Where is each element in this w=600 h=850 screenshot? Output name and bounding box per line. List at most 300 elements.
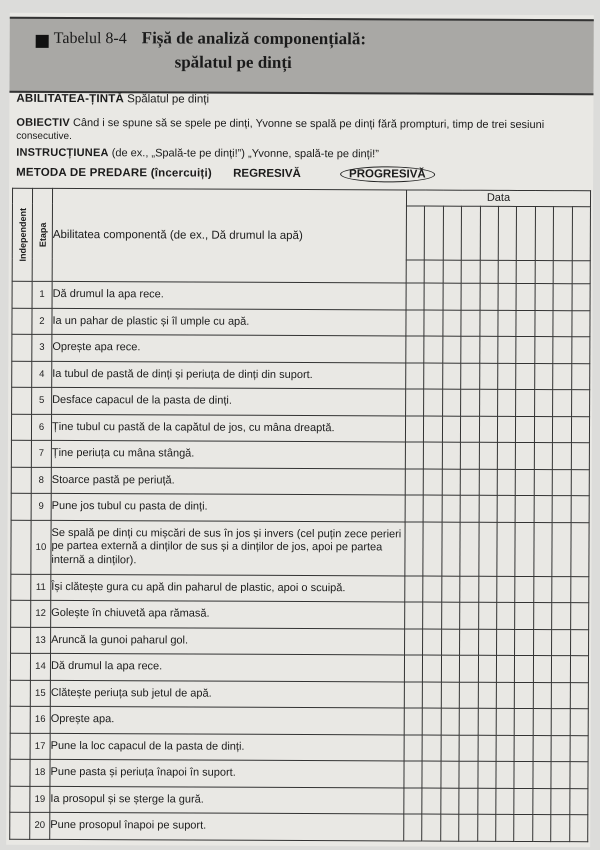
data-cell[interactable] bbox=[405, 468, 424, 495]
table-row bbox=[12, 387, 590, 416]
data-cell[interactable] bbox=[570, 735, 589, 762]
data-cell[interactable] bbox=[534, 443, 553, 470]
step-description: Pune pasta și periuța înapoi în suport. bbox=[50, 759, 404, 787]
table-row bbox=[10, 706, 588, 735]
data-cell[interactable] bbox=[423, 576, 442, 603]
data-cell[interactable] bbox=[461, 416, 480, 443]
data-cell[interactable] bbox=[442, 469, 461, 496]
data-cell[interactable] bbox=[516, 389, 535, 416]
data-cell[interactable] bbox=[442, 495, 461, 522]
table-row bbox=[10, 680, 588, 709]
data-cell[interactable] bbox=[424, 469, 443, 496]
data-cell[interactable] bbox=[496, 655, 515, 682]
data-cell[interactable] bbox=[404, 655, 423, 682]
data-cell[interactable] bbox=[424, 442, 443, 469]
data-cell[interactable] bbox=[496, 708, 515, 735]
independent-cell[interactable] bbox=[11, 414, 31, 441]
data-cell[interactable] bbox=[496, 814, 515, 841]
independent-cell[interactable] bbox=[10, 680, 30, 707]
table-row bbox=[12, 308, 590, 337]
data-cell[interactable] bbox=[533, 735, 552, 762]
data-cell[interactable] bbox=[496, 682, 515, 709]
data-cell[interactable] bbox=[533, 656, 552, 683]
data-cell[interactable] bbox=[424, 363, 443, 390]
data-cell[interactable] bbox=[424, 283, 443, 310]
data-cell[interactable] bbox=[516, 363, 535, 390]
data-cell[interactable] bbox=[496, 761, 515, 788]
data-cell[interactable] bbox=[477, 814, 496, 841]
data-cell[interactable] bbox=[552, 603, 571, 630]
data-cell[interactable] bbox=[551, 788, 570, 815]
data-cell[interactable] bbox=[515, 655, 534, 682]
date-cell[interactable] bbox=[406, 206, 425, 260]
step-header: Etapa bbox=[32, 188, 52, 281]
data-cell[interactable] bbox=[404, 787, 423, 814]
data-cell[interactable] bbox=[496, 735, 515, 762]
data-cell[interactable] bbox=[459, 682, 478, 709]
data-cell[interactable] bbox=[516, 416, 535, 443]
data-cell[interactable] bbox=[516, 442, 535, 469]
data-cell[interactable] bbox=[442, 522, 461, 576]
data-cell[interactable] bbox=[569, 815, 588, 842]
data-cell[interactable] bbox=[479, 310, 498, 337]
data-cell[interactable] bbox=[423, 655, 442, 682]
data-cell[interactable] bbox=[404, 708, 423, 735]
data-cell[interactable] bbox=[479, 336, 498, 363]
page-title: Fișă de analiză componențială: bbox=[141, 28, 367, 49]
data-cell[interactable] bbox=[515, 708, 534, 735]
data-cell[interactable] bbox=[459, 708, 478, 735]
step-number: 19 bbox=[30, 786, 50, 813]
data-cell[interactable] bbox=[405, 602, 424, 629]
independent-cell[interactable] bbox=[10, 812, 30, 839]
date-cell[interactable] bbox=[498, 260, 516, 283]
date-cell[interactable] bbox=[516, 260, 534, 283]
data-cell[interactable] bbox=[461, 389, 480, 416]
data-cell[interactable] bbox=[551, 709, 570, 736]
data-cell[interactable] bbox=[553, 390, 572, 417]
step-number: 8 bbox=[31, 467, 51, 494]
data-cell[interactable] bbox=[498, 310, 517, 337]
data-cell[interactable] bbox=[442, 363, 461, 390]
independent-cell[interactable] bbox=[11, 467, 31, 494]
date-cell[interactable] bbox=[443, 260, 461, 283]
data-cell[interactable] bbox=[441, 788, 460, 815]
data-cell[interactable] bbox=[496, 629, 515, 656]
data-cell[interactable] bbox=[534, 363, 553, 390]
step-description: Pune prosopul înapoi pe suport. bbox=[50, 812, 404, 840]
data-cell[interactable] bbox=[404, 814, 423, 841]
independent-cell[interactable] bbox=[12, 308, 32, 335]
data-cell[interactable] bbox=[442, 576, 461, 603]
data-cell[interactable] bbox=[533, 603, 552, 630]
data-cell[interactable] bbox=[533, 788, 552, 815]
data-cell[interactable] bbox=[497, 602, 516, 629]
step-number: 16 bbox=[30, 706, 50, 733]
independent-cell[interactable] bbox=[12, 361, 32, 388]
target-skill-value: Spălatul pe dinți bbox=[127, 93, 210, 106]
data-cell[interactable] bbox=[515, 682, 534, 709]
data-cell[interactable] bbox=[443, 310, 462, 337]
independent-cell[interactable] bbox=[10, 759, 30, 786]
data-cell[interactable] bbox=[442, 442, 461, 469]
data-cell[interactable] bbox=[497, 495, 516, 522]
data-cell[interactable] bbox=[422, 735, 441, 762]
data-cell[interactable] bbox=[515, 576, 534, 603]
data-cell[interactable] bbox=[459, 814, 478, 841]
objective-text: Când i se spune să se spele pe dinți, Yvonne se spală pe dinți fără prompturi, timp de trei sesiuni bbox=[72, 117, 545, 132]
independent-cell[interactable] bbox=[10, 706, 30, 733]
date-cell[interactable] bbox=[406, 260, 424, 283]
data-cell[interactable] bbox=[424, 416, 443, 443]
page-subtitle: spălatul pe dinți bbox=[174, 52, 292, 72]
data-cell[interactable] bbox=[404, 734, 423, 761]
data-cell[interactable] bbox=[441, 655, 460, 682]
data-cell[interactable] bbox=[478, 655, 497, 682]
step-description: Aruncă la gunoi paharul gol. bbox=[51, 627, 405, 655]
data-cell[interactable] bbox=[422, 788, 441, 815]
data-cell[interactable] bbox=[459, 735, 478, 762]
table-row bbox=[11, 520, 589, 577]
data-cell[interactable] bbox=[461, 310, 480, 337]
step-number: 3 bbox=[32, 334, 52, 361]
data-cell[interactable] bbox=[570, 629, 589, 656]
data-cell[interactable] bbox=[460, 655, 479, 682]
data-cell[interactable] bbox=[461, 336, 480, 363]
data-cell[interactable] bbox=[406, 309, 425, 336]
data-cell[interactable] bbox=[533, 682, 552, 709]
data-cell[interactable] bbox=[405, 521, 424, 575]
data-cell[interactable] bbox=[552, 469, 571, 496]
objective-label: OBIECTIV bbox=[16, 116, 70, 129]
data-cell[interactable] bbox=[570, 682, 589, 709]
table-row bbox=[10, 759, 588, 788]
independent-cell[interactable] bbox=[10, 786, 30, 813]
data-cell[interactable] bbox=[477, 788, 496, 815]
data-cell[interactable] bbox=[459, 788, 478, 815]
data-cell[interactable] bbox=[551, 735, 570, 762]
data-cell[interactable] bbox=[497, 522, 516, 576]
data-cell[interactable] bbox=[498, 389, 517, 416]
data-cell[interactable] bbox=[552, 629, 571, 656]
data-cell[interactable] bbox=[460, 629, 479, 656]
independent-cell[interactable] bbox=[11, 520, 31, 574]
data-cell[interactable] bbox=[424, 336, 443, 363]
step-number: 5 bbox=[32, 387, 52, 414]
data-cell[interactable] bbox=[571, 310, 590, 337]
step-description: Dă drumul la apa rece. bbox=[50, 653, 404, 681]
data-cell[interactable] bbox=[405, 442, 424, 469]
data-cell[interactable] bbox=[514, 761, 533, 788]
data-cell[interactable] bbox=[553, 363, 572, 390]
date-cell[interactable] bbox=[553, 261, 571, 284]
independent-cell[interactable] bbox=[12, 387, 32, 414]
data-cell[interactable] bbox=[441, 761, 460, 788]
data-cell[interactable] bbox=[424, 310, 443, 337]
date-cell[interactable] bbox=[425, 206, 444, 260]
method-label: METODA DE PREDARE (încercuiți) bbox=[16, 166, 212, 180]
data-cell[interactable] bbox=[571, 337, 590, 364]
step-description: Ia tubul de pastă de dinți și periuța de dinți din suport. bbox=[52, 361, 406, 389]
date-cell[interactable] bbox=[517, 206, 536, 260]
data-cell[interactable] bbox=[534, 496, 553, 523]
data-cell[interactable] bbox=[552, 496, 571, 523]
independent-header: Independent bbox=[12, 188, 32, 281]
data-cell[interactable] bbox=[498, 336, 517, 363]
instruction-line bbox=[16, 147, 379, 161]
step-number: 13 bbox=[31, 627, 51, 654]
step-number: 6 bbox=[31, 414, 51, 441]
data-cell[interactable] bbox=[478, 735, 497, 762]
data-cell[interactable] bbox=[552, 576, 571, 603]
data-cell[interactable] bbox=[461, 363, 480, 390]
step-number: 7 bbox=[31, 440, 51, 467]
data-cell[interactable] bbox=[441, 682, 460, 709]
data-cell[interactable] bbox=[405, 628, 424, 655]
objective-line-2: consecutive. bbox=[16, 130, 72, 143]
data-cell[interactable] bbox=[496, 788, 515, 815]
step-number: 1 bbox=[32, 281, 52, 308]
data-cell[interactable] bbox=[553, 337, 572, 364]
data-cell[interactable] bbox=[553, 416, 572, 443]
data-cell[interactable] bbox=[423, 629, 442, 656]
data-cell[interactable] bbox=[406, 389, 425, 416]
table-row bbox=[11, 440, 589, 469]
data-cell[interactable] bbox=[441, 708, 460, 735]
data-cell[interactable] bbox=[553, 284, 572, 311]
data-cell[interactable] bbox=[535, 337, 554, 364]
method-option-progressive[interactable]: PROGRESIVĂ bbox=[340, 166, 435, 182]
data-cell[interactable] bbox=[497, 416, 516, 443]
data-cell[interactable] bbox=[515, 629, 534, 656]
data-cell[interactable] bbox=[443, 283, 462, 310]
table-row bbox=[11, 414, 589, 443]
data-cell[interactable] bbox=[479, 363, 498, 390]
data-cell[interactable] bbox=[405, 495, 424, 522]
step-number: 10 bbox=[31, 520, 51, 574]
date-cell[interactable] bbox=[461, 206, 480, 260]
data-cell[interactable] bbox=[442, 389, 461, 416]
date-cell[interactable] bbox=[572, 206, 591, 260]
data-cell[interactable] bbox=[515, 522, 534, 576]
data-cell[interactable] bbox=[534, 469, 553, 496]
target-skill-line bbox=[16, 93, 209, 106]
data-cell[interactable] bbox=[478, 576, 497, 603]
data-cell[interactable] bbox=[535, 284, 554, 311]
data-cell[interactable] bbox=[570, 522, 589, 576]
date-cell[interactable] bbox=[498, 206, 517, 260]
step-description: Se spală pe dinți cu mișcări de sus în jos și invers (cel puțin zece perieri pe partea externă a dinților de sus și a dinților de jos, apoi pe partea internă a dinților). bbox=[51, 520, 405, 576]
data-cell[interactable] bbox=[479, 442, 498, 469]
method-option-regressive[interactable]: REGRESIVĂ bbox=[233, 167, 301, 181]
date-cell[interactable] bbox=[480, 206, 499, 260]
data-cell[interactable] bbox=[498, 283, 517, 310]
target-skill-label: ABILITATEA-ȚINTĂ bbox=[16, 92, 124, 106]
data-cell[interactable] bbox=[514, 788, 533, 815]
data-cell[interactable] bbox=[461, 442, 480, 469]
date-cell[interactable] bbox=[553, 206, 572, 260]
data-cell[interactable] bbox=[406, 362, 425, 389]
data-cell[interactable] bbox=[570, 709, 589, 736]
component-header: Abilitatea componentă (de ex., Dă drumul la apă) bbox=[52, 188, 406, 283]
date-cell[interactable] bbox=[480, 260, 498, 283]
step-description: Oprește apa rece. bbox=[52, 334, 406, 362]
data-cell[interactable] bbox=[570, 576, 589, 603]
date-cell[interactable] bbox=[535, 206, 554, 260]
data-cell[interactable] bbox=[423, 522, 442, 576]
instruction-value: (de ex., „Spală-te pe dinți!”) „Yvonne, spală-te pe dinți!” bbox=[111, 147, 379, 161]
data-cell[interactable] bbox=[514, 814, 533, 841]
step-description: Ține periuța cu mâna stângă. bbox=[51, 440, 405, 468]
data-cell[interactable] bbox=[497, 442, 516, 469]
data-cell[interactable] bbox=[569, 762, 588, 789]
data-cell[interactable] bbox=[478, 522, 497, 576]
data-cell[interactable] bbox=[440, 814, 459, 841]
date-cell[interactable] bbox=[461, 260, 479, 283]
data-cell[interactable] bbox=[498, 363, 517, 390]
data-cell[interactable] bbox=[533, 762, 552, 789]
data-cell[interactable] bbox=[569, 788, 588, 815]
data-cell[interactable] bbox=[535, 310, 554, 337]
data-cell[interactable] bbox=[514, 735, 533, 762]
data-cell[interactable] bbox=[479, 416, 498, 443]
data-cell[interactable] bbox=[516, 336, 535, 363]
date-cell[interactable] bbox=[535, 261, 553, 284]
component-analysis-table bbox=[9, 188, 591, 842]
data-cell[interactable] bbox=[534, 390, 553, 417]
data-header: Data bbox=[406, 190, 590, 206]
data-cell[interactable] bbox=[533, 709, 552, 736]
data-cell[interactable] bbox=[478, 708, 497, 735]
data-cell[interactable] bbox=[572, 284, 591, 311]
data-cell[interactable] bbox=[551, 815, 570, 842]
data-cell[interactable] bbox=[515, 602, 534, 629]
table-number: Tabelul 8-4 bbox=[53, 29, 127, 48]
data-cell[interactable] bbox=[460, 495, 479, 522]
data-cell[interactable] bbox=[570, 603, 589, 630]
step-description: Își clătește gura cu apă din paharul de plastic, apoi o scuipă. bbox=[51, 574, 405, 602]
data-cell[interactable] bbox=[533, 576, 552, 603]
step-description: Ia prosopul și se șterge la gură. bbox=[50, 786, 404, 814]
table-row bbox=[12, 334, 590, 363]
independent-cell[interactable] bbox=[12, 281, 32, 308]
data-cell[interactable] bbox=[479, 389, 498, 416]
independent-cell[interactable] bbox=[11, 627, 31, 654]
data-cell[interactable] bbox=[479, 469, 498, 496]
data-cell[interactable] bbox=[497, 469, 516, 496]
data-cell[interactable] bbox=[516, 283, 535, 310]
data-cell[interactable] bbox=[441, 735, 460, 762]
data-cell[interactable] bbox=[460, 469, 479, 496]
step-description: Desface capacul de la pasta de dinți. bbox=[52, 387, 406, 415]
data-cell[interactable] bbox=[441, 629, 460, 656]
independent-cell[interactable] bbox=[10, 653, 30, 680]
table-row bbox=[11, 467, 589, 496]
data-cell[interactable] bbox=[571, 416, 590, 443]
data-cell[interactable] bbox=[422, 761, 441, 788]
data-cell[interactable] bbox=[478, 629, 497, 656]
data-cell[interactable] bbox=[478, 682, 497, 709]
data-cell[interactable] bbox=[404, 761, 423, 788]
data-cell[interactable] bbox=[424, 389, 443, 416]
step-description: Pune la loc capacul de la pasta de dinți. bbox=[50, 733, 404, 761]
step-description: Dă drumul la apa rece. bbox=[52, 281, 406, 309]
step-description: Pune jos tubul cu pasta de dinți. bbox=[51, 493, 405, 521]
data-cell[interactable] bbox=[405, 575, 424, 602]
independent-cell[interactable] bbox=[11, 600, 31, 627]
data-cell[interactable] bbox=[571, 390, 590, 417]
data-cell[interactable] bbox=[571, 469, 590, 496]
data-cell[interactable] bbox=[532, 815, 551, 842]
data-cell[interactable] bbox=[534, 522, 553, 576]
data-cell[interactable] bbox=[516, 469, 535, 496]
date-cell[interactable] bbox=[443, 206, 462, 260]
data-cell[interactable] bbox=[571, 363, 590, 390]
data-cell[interactable] bbox=[534, 416, 553, 443]
data-cell[interactable] bbox=[423, 495, 442, 522]
date-cell[interactable] bbox=[425, 260, 443, 283]
data-cell[interactable] bbox=[443, 336, 462, 363]
data-cell[interactable] bbox=[551, 762, 570, 789]
table-row bbox=[11, 493, 589, 522]
data-cell[interactable] bbox=[423, 708, 442, 735]
data-cell[interactable] bbox=[405, 415, 424, 442]
data-cell[interactable] bbox=[478, 602, 497, 629]
data-cell[interactable] bbox=[441, 602, 460, 629]
data-cell[interactable] bbox=[570, 656, 589, 683]
independent-cell[interactable] bbox=[11, 493, 31, 520]
data-cell[interactable] bbox=[406, 283, 425, 310]
data-cell[interactable] bbox=[552, 656, 571, 683]
data-cell[interactable] bbox=[478, 761, 497, 788]
data-cell[interactable] bbox=[459, 761, 478, 788]
data-cell[interactable] bbox=[552, 443, 571, 470]
data-cell[interactable] bbox=[553, 310, 572, 337]
step-number: 9 bbox=[31, 493, 51, 520]
data-cell[interactable] bbox=[480, 283, 499, 310]
step-description: Stoarce pastă pe periuță. bbox=[51, 467, 405, 495]
data-cell[interactable] bbox=[442, 416, 461, 443]
data-cell[interactable] bbox=[406, 336, 425, 363]
data-cell[interactable] bbox=[533, 629, 552, 656]
data-cell[interactable] bbox=[422, 814, 441, 841]
data-cell[interactable] bbox=[460, 576, 479, 603]
independent-cell[interactable] bbox=[11, 440, 31, 467]
data-cell[interactable] bbox=[460, 522, 479, 576]
data-cell[interactable] bbox=[461, 283, 480, 310]
data-cell[interactable] bbox=[571, 443, 590, 470]
data-cell[interactable] bbox=[423, 682, 442, 709]
step-number: 17 bbox=[30, 733, 50, 760]
data-cell[interactable] bbox=[497, 576, 516, 603]
data-cell[interactable] bbox=[551, 682, 570, 709]
data-cell[interactable] bbox=[479, 495, 498, 522]
data-cell[interactable] bbox=[516, 310, 535, 337]
data-cell[interactable] bbox=[515, 495, 534, 522]
table-row bbox=[10, 733, 588, 762]
date-cell[interactable] bbox=[572, 261, 591, 284]
data-cell[interactable] bbox=[423, 602, 442, 629]
independent-cell[interactable] bbox=[12, 334, 32, 361]
data-cell[interactable] bbox=[552, 522, 571, 576]
data-cell[interactable] bbox=[404, 681, 423, 708]
independent-cell[interactable] bbox=[10, 733, 30, 760]
table-row bbox=[10, 786, 588, 815]
independent-cell[interactable] bbox=[11, 574, 31, 601]
step-number: 20 bbox=[30, 812, 50, 839]
data-cell[interactable] bbox=[571, 496, 590, 523]
data-cell[interactable] bbox=[460, 602, 479, 629]
